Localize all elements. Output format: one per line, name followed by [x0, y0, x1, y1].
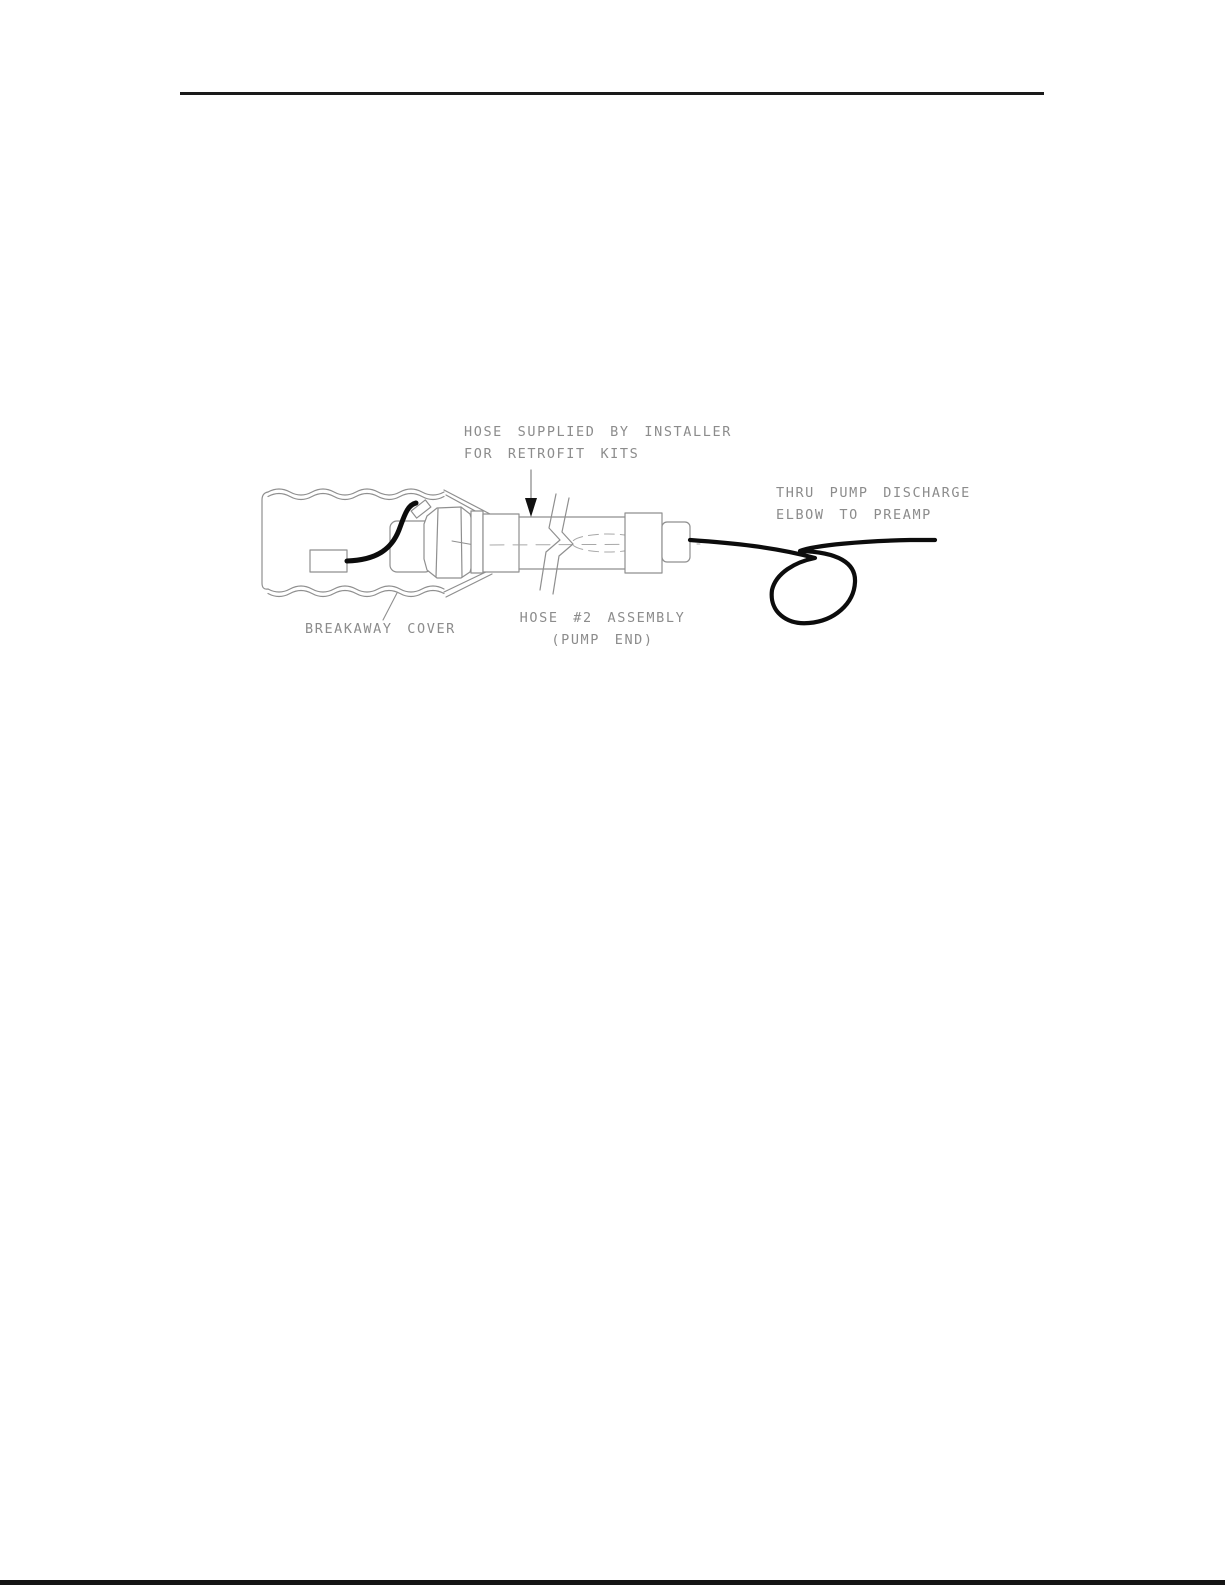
junction-box [310, 550, 347, 572]
pipe-break-symbol [540, 494, 573, 594]
label-line: THRU PUMP DISCHARGE [776, 485, 971, 501]
label-line: HOSE #2 ASSEMBLY [519, 610, 686, 626]
label-line: (PUMP END) [551, 632, 654, 648]
label-line: HOSE SUPPLIED BY INSTALLER [464, 424, 732, 440]
label-line: ELBOW TO PREAMP [776, 507, 932, 523]
label-breakaway-cover [305, 618, 456, 640]
label-thru-pump-discharge [776, 482, 971, 526]
breakaway-leader-line [383, 593, 397, 620]
hose-coupling [625, 513, 662, 573]
flange [483, 514, 519, 572]
label-hose2-assembly [515, 607, 690, 651]
label-line: BREAKAWAY COVER [305, 621, 456, 637]
nut-band [471, 511, 483, 573]
label-line: FOR RETROFIT KITS [464, 446, 640, 462]
callout-arrow [525, 470, 537, 517]
discharge-wire-loop [690, 540, 935, 623]
scan-edge-bar [0, 1580, 1225, 1585]
arrowhead [525, 498, 537, 517]
end-cap [662, 522, 690, 562]
label-hose-supplied-by-installer [464, 421, 732, 465]
